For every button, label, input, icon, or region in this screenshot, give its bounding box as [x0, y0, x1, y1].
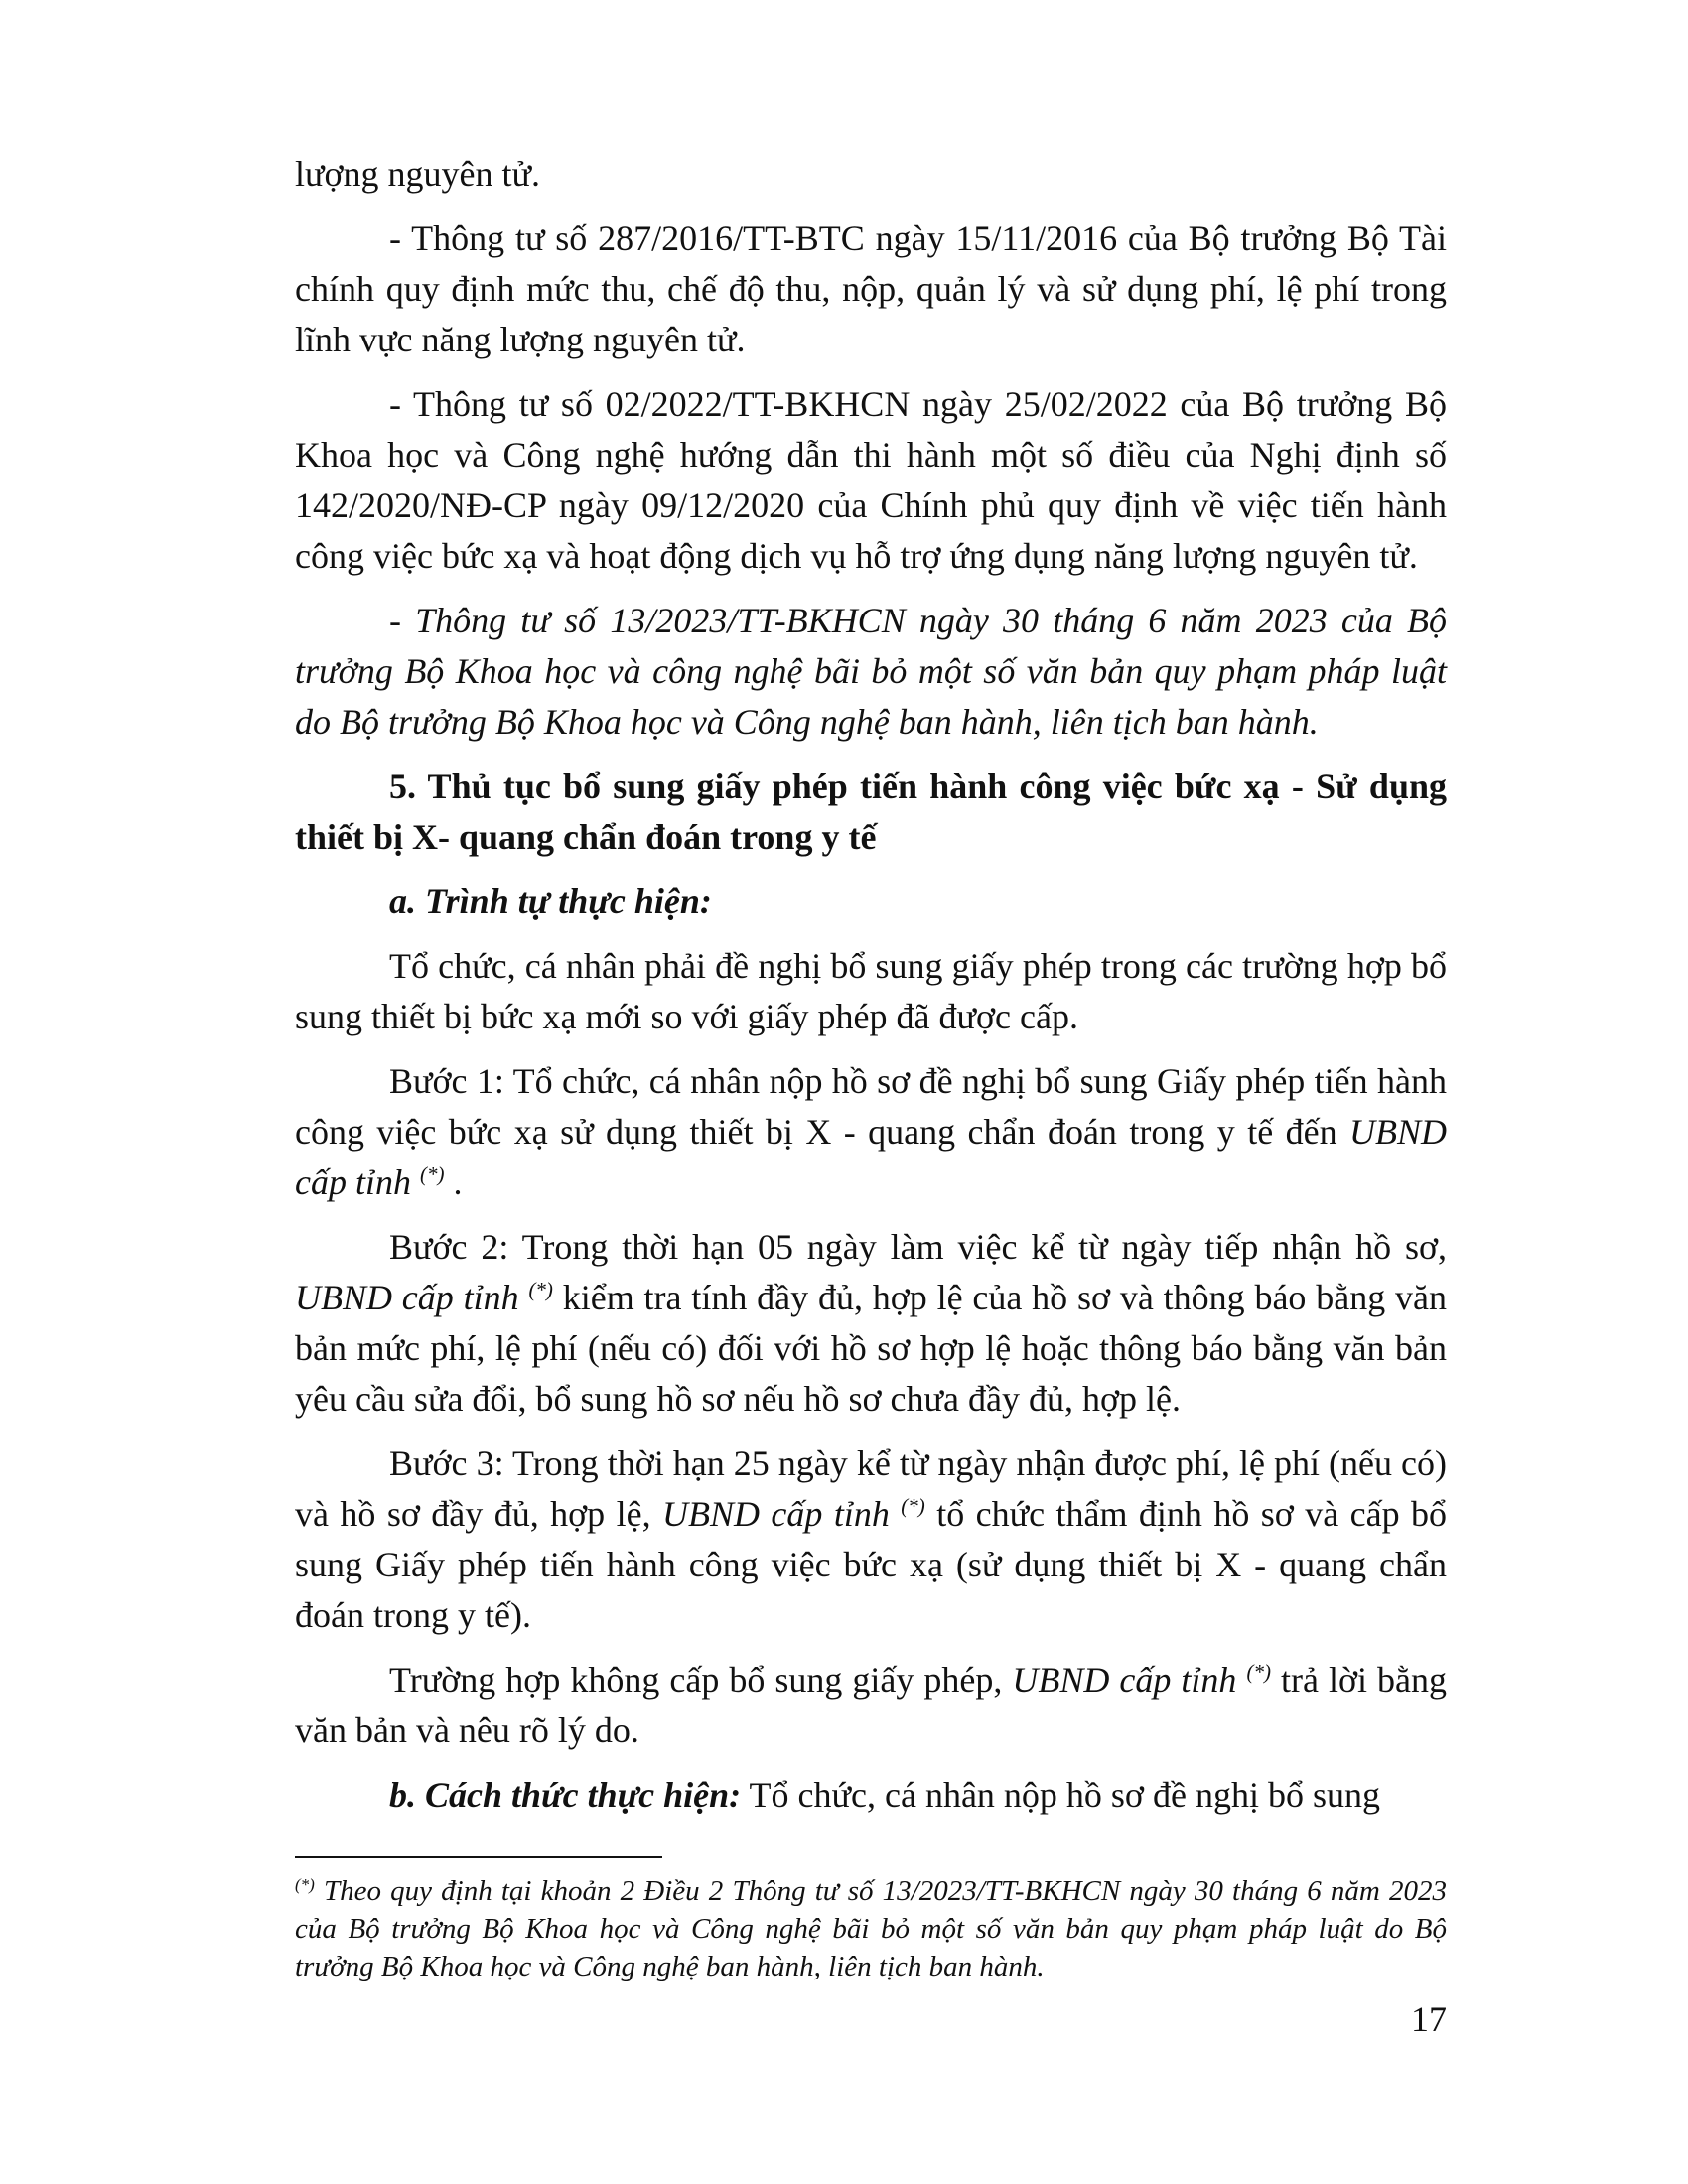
paragraph-supplement-cases: Tổ chức, cá nhân phải đề nghị bổ sung giấy phép trong các trường hợp bổ sung thiết bị bức xạ mới so với giấy phép đã được cấp.: [295, 946, 1447, 1036]
step-2-authority: UBND cấp tỉnh: [295, 1278, 519, 1317]
step-3-text: Bước 3: Trong thời hạn 25 ngày kể từ ngày nhận được phí, lệ phí (nếu có) và hồ sơ đầy đủ, hợp lệ,: [295, 1443, 1447, 1534]
refusal-text: Trường hợp không cấp bổ sung giấy phép,: [389, 1660, 1013, 1700]
step-1-end: .: [444, 1162, 463, 1202]
refusal-end: trả lời bằng văn bản và nêu rõ lý do.: [295, 1660, 1448, 1750]
step-2-end: kiểm tra tính đầy đủ, hợp lệ của hồ sơ và thông báo bằng văn bản mức phí, lệ phí (nếu có) đối với hồ sơ hợp lệ hoặc thông báo bằng văn bản yêu cầu sửa đổi, bổ sung hồ sơ nếu hồ sơ chưa đầy đủ, hợp lệ.: [295, 1278, 1448, 1419]
paragraph-step-2: [295, 1222, 1447, 1425]
step-1-authority: UBND cấp tỉnh: [295, 1112, 1447, 1202]
subheading-a: a. Trình tự thực hiện:: [389, 882, 712, 921]
footnote-ref: (*): [528, 1278, 553, 1301]
paragraph-circular-02: - Thông tư số 02/2022/TT-BKHCN ngày 25/02/2022 của Bộ trưởng Bộ Khoa học và Công nghệ hướng dẫn thi hành một số điều của Nghị định số 142/2020/NĐ-CP ngày 09/12/2020 của Chính phủ quy định về việc tiến hành công việc bức xạ và hoạt động dịch vụ hỗ trợ ứng dụng năng lượng nguyên tử.: [295, 384, 1447, 576]
footnote-marker: (*): [295, 1875, 315, 1894]
paragraph-step-1: [295, 1056, 1447, 1208]
footnote-divider: [295, 1856, 662, 1858]
paragraph-circular-13: - Thông tư số 13/2023/TT-BKHCN ngày 30 tháng 6 năm 2023 của Bộ trưởng Bộ Khoa học và công nghệ bãi bỏ một số văn bản quy phạm pháp luật do Bộ trưởng Bộ Khoa học và Công nghệ ban hành, liên tịch ban hành.: [295, 601, 1447, 742]
paragraph-refusal: [295, 1655, 1447, 1756]
paragraph-subheading-b: [295, 1770, 1447, 1821]
step-3-authority: UBND cấp tỉnh: [662, 1494, 890, 1534]
refusal-authority: UBND cấp tỉnh: [1012, 1660, 1237, 1700]
footnote-text: Theo quy định tại khoản 2 Điều 2 Thông tư số 13/2023/TT-BKHCN ngày 30 tháng 6 năm 2023 của Bộ trưởng Bộ Khoa học và Công nghệ bãi bỏ một số văn bản quy phạm pháp luật do Bộ trưởng Bộ Khoa học và Công nghệ ban hành, liên tịch ban hành.: [295, 1875, 1447, 1982]
step-1-text: Bước 1: Tổ chức, cá nhân nộp hồ sơ đề nghị bổ sung Giấy phép tiến hành công việc bức xạ sử dụng thiết bị X - quang chẩn đoán trong y tế đến: [295, 1061, 1447, 1152]
section-heading-5: 5. Thủ tục bổ sung giấy phép tiến hành công việc bức xạ - Sử dụng thiết bị X- quang chẩn đoán trong y tế: [295, 766, 1447, 857]
paragraph-circular-287: - Thông tư số 287/2016/TT-BTC ngày 15/11/2016 của Bộ trưởng Bộ Tài chính quy định mức thu, chế độ thu, nộp, quản lý và sử dụng phí, lệ phí trong lĩnh vực năng lượng nguyên tử.: [295, 218, 1447, 359]
paragraph-step-3: [295, 1438, 1447, 1641]
footnote-ref: (*): [419, 1162, 445, 1186]
footnote-ref: (*): [1246, 1660, 1271, 1684]
footnote: [295, 1872, 1447, 1985]
page-number: 17: [1411, 1999, 1447, 2039]
subheading-b: b. Cách thức thực hiện:: [389, 1775, 742, 1815]
step-3-end: tổ chức thẩm định hồ sơ và cấp bổ sung Giấy phép tiến hành công việc bức xạ (sử dụng thiết bị X - quang chẩn đoán trong y tế).: [295, 1494, 1448, 1635]
body-text: [295, 149, 1447, 1835]
step-2-text: Bước 2: Trong thời hạn 05 ngày làm việc kể từ ngày tiếp nhận hồ sơ,: [389, 1227, 1447, 1267]
subheading-b-text: Tổ chức, cá nhân nộp hồ sơ đề nghị bổ sung: [741, 1775, 1380, 1815]
footnote-ref: (*): [901, 1494, 925, 1518]
paragraph-continuation: lượng nguyên tử.: [295, 154, 541, 194]
